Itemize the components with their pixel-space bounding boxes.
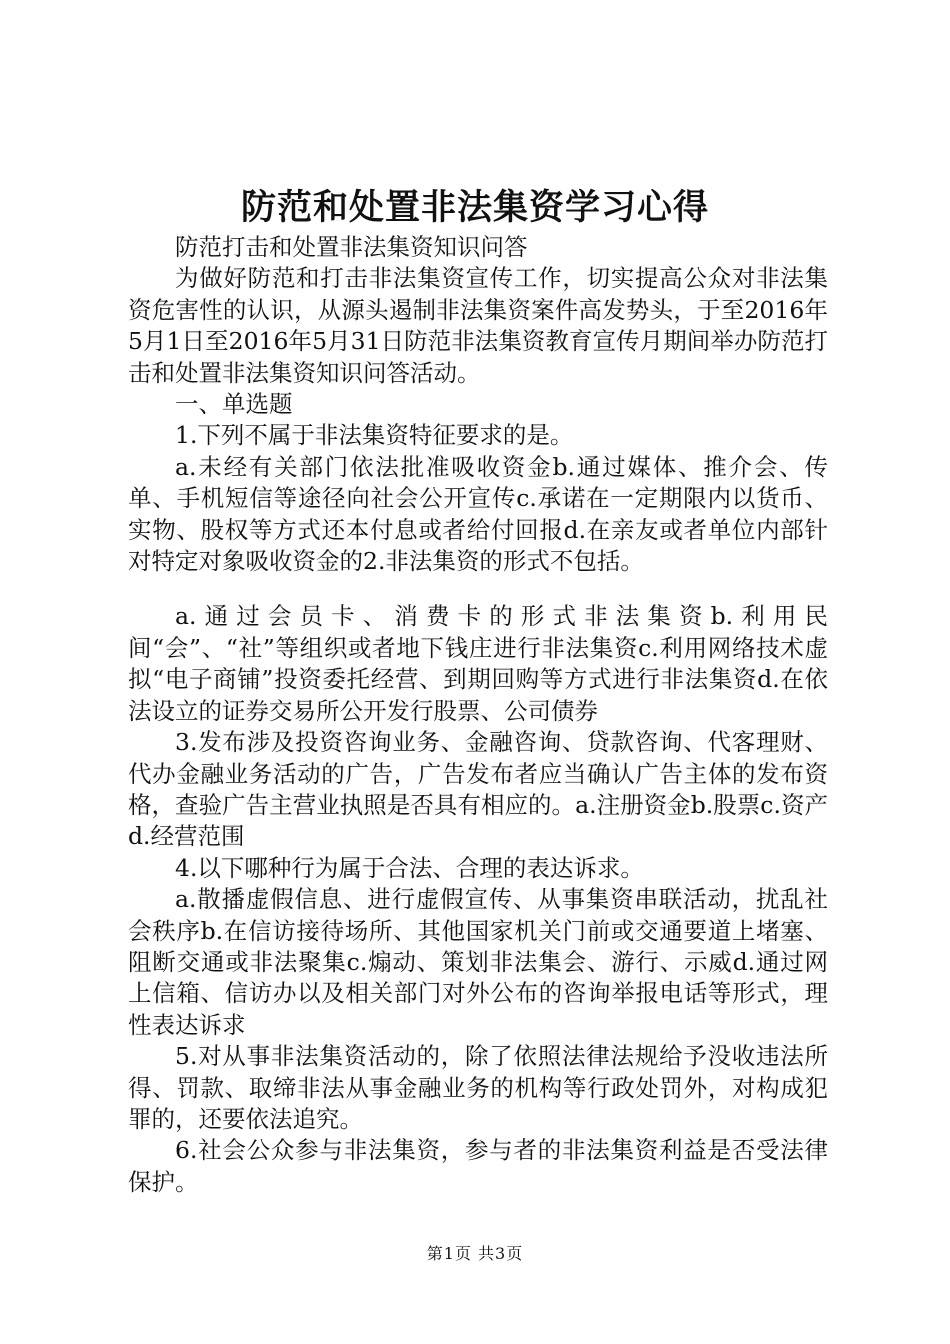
paragraph-subtitle: 防范打击和处置非法集资知识问答	[175, 233, 528, 261]
question-1: 1.下列不属于非法集资特征要求的是。	[175, 421, 574, 450]
page-number-footer: 第1页 共3页	[426, 1244, 524, 1263]
question-4-options: a.散播虚假信息、进行虚假宣传、从事集资串联活动，扰乱社会秩序b.在信访接待场所、其他国家机关门前或交通要道上堵塞、阻断交通或非法聚集c.煽动、策划非法集会、游行、示威d.通过网上信箱、信访办以及相关部门对外公布的咨询举报电话等形式，理性表达诉求	[128, 885, 828, 1039]
question-2-options: a.通过会员卡、消费卡的形式非法集资b.利用民间“会”、“社”等组织或者地下钱庄进行非法集资c.利用网络技术虚拟“电子商铺”投资委托经营、到期回购等方式进行非法集资d.在依法设立的证券交易所公开发行股票、公司债券	[128, 602, 828, 725]
section-heading-single-choice: 一、单选题	[175, 390, 293, 419]
question-3: 3.发布涉及投资咨询业务、金融咨询、贷款咨询、代客理财、代办金融业务活动的广告，广告发布者应当确认广告主体的发布资格，查验广告主营业执照是否具有相应的。a.注册资金b.股票c.资产d.经营范围	[128, 728, 828, 851]
question-1-options: a.未经有关部门依法批准吸收资金b.通过媒体、推介会、传单、手机短信等途径向社会公开宣传c.承诺在一定期限内以货币、实物、股权等方式还本付息或者给付回报d.在亲友或者单位内部针对特定对象吸收资金的2.非法集资的形式不包括。	[128, 452, 828, 576]
question-6: 6.社会公众参与非法集资，参与者的非法集资利益是否受法律保护。	[128, 1136, 828, 1196]
paragraph-intro: 为做好防范和打击非法集资宣传工作，切实提高公众对非法集资危害性的认识，从源头遏制非法集资案件高发势头，于至2016年5月1日至2016年5月31日防范非法集资教育宣传月期间举办防范打击和处置非法集资知识问答活动。	[128, 264, 828, 387]
document-body	[128, 232, 828, 1198]
document-title: 防范和处置非法集资学习心得	[240, 187, 709, 228]
question-4: 4.以下哪种行为属于合法、合理的表达诉求。	[175, 853, 644, 882]
question-5: 5.对从事非法集资活动的，除了依照法律法规给予没收违法所得、罚款、取缔非法从事金融业务的机构等行政处罚外，对构成犯罪的，还要依法追究。	[128, 1042, 828, 1133]
